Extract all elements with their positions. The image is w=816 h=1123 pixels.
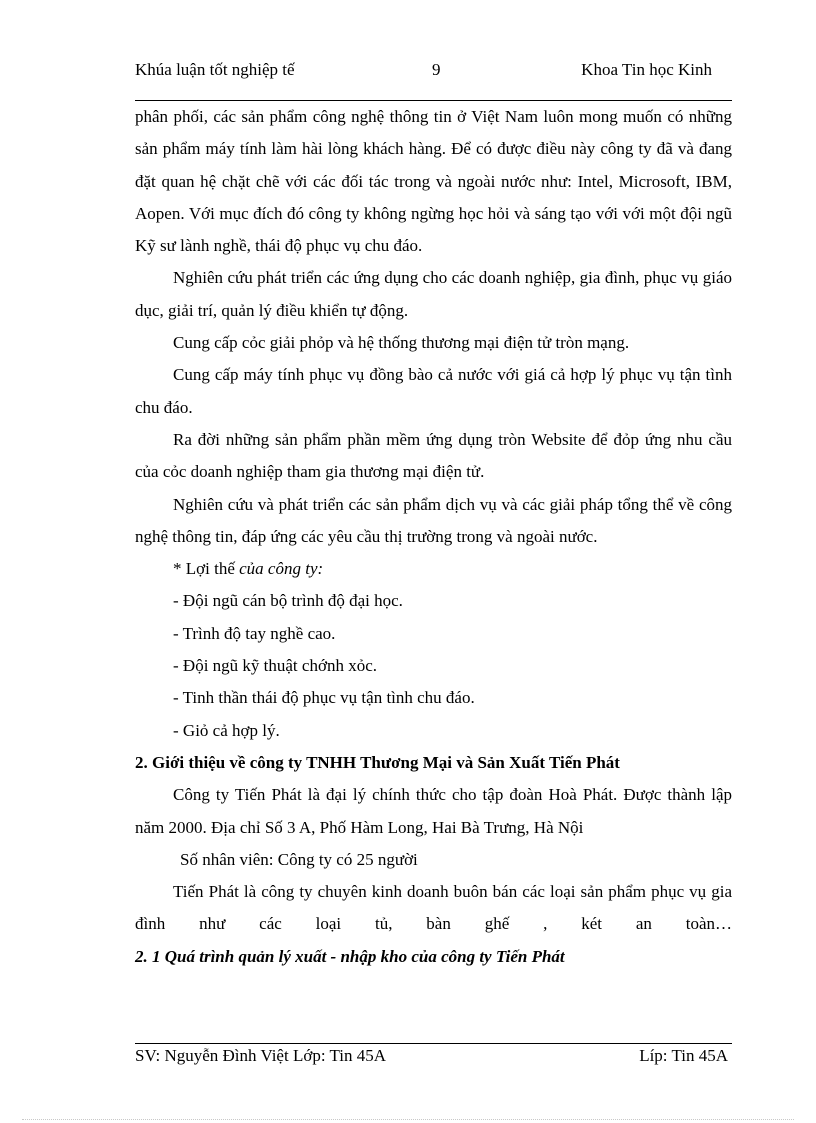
page-footer [135,1043,732,1065]
advantages-prefix: * Lợi thế [173,559,240,579]
paragraph-ecommerce: Cung cấp cỏc giải phỏp và hệ thống thương mại điện tử tròn mạng. [173,333,630,353]
footer-student: SV: Nguyễn Đình Việt Lớp: Tin 45A [135,1046,387,1065]
employee-count: Số nhân viên: Công ty có 25 người [180,849,418,869]
page-header [135,60,732,101]
page-edge-divider [22,1119,794,1120]
paragraph-computers: Cung cấp máy tính phục vụ đồng bào cả nước với giá cả hợp lý phục vụ tận tình chu đáo. [135,365,732,417]
paragraph-solutions: Nghiên cứu và phát triển các sản phẩm dịch vụ và các giải pháp tổng thể về công nghệ thông tin, đáp ứng các yêu cầu thị trường trong và ngoài nước. [135,494,732,546]
header-thesis-title: Khúa luận tốt nghiệp tế [135,60,295,79]
page-number: 9 [432,60,441,79]
paragraph-intro: phân phối, các sản phẩm công nghệ thông tin ở Việt Nam luôn mong muốn có những sản phẩm máy tính làm hài lòng khách hàng. Để có được điều này công ty đã và đang đặt quan hệ chặt chẽ với các đối tác trong và ngoài nước như: Intel, Microsoft, IBM, Aopen. Với mục đích đó công ty không ngừng học hỏi và sáng tạo với với một đội ngũ Kỹ sư lành nghề, thái độ phục vụ chu đáo. [135,107,732,256]
advantage-item: - Trình độ tay nghề cao. [173,623,336,643]
section-heading: 2. Giới thiệu về công ty TNHH Thương Mại và Sản Xuất Tiến Phát [135,752,620,772]
subsection-heading: 2. 1 Quá trình quản lý xuất - nhập kho của công ty Tiến Phát [135,946,565,966]
paragraph-software: Ra đời những sản phẩm phần mềm ứng dụng tròn Website để đỏp ứng nhu cầu của cỏc doanh nghiệp tham gia thương mại điện tử. [135,429,732,482]
advantages-heading [135,553,732,585]
advantage-item: - Tinh thần thái độ phục vụ tận tình chu đáo. [173,688,475,708]
page-body [135,101,732,973]
paragraph-company-info: Công ty Tiến Phát là đại lý chính thức cho tập đoàn Hoà Phát. Được thành lập năm 2000. Địa chỉ Số 3 A, Phố Hàm Long, Hai Bà Trưng, Hà Nội [135,785,732,837]
advantage-item: - Giỏ cả hợp lý. [173,720,280,740]
advantage-item: - Đội ngũ kỹ thuật chớnh xỏc. [173,656,377,676]
footer-class: Líp: Tin 45A [639,1046,728,1065]
header-faculty: Khoa Tin học Kinh [581,60,712,79]
paragraph-business: Tiến Phát là công ty chuyên kinh doanh buôn bán các loại sản phẩm phục vụ gia đình như các loại tủ, bàn ghế , két an toàn… [135,882,732,934]
advantages-title: của công ty: [239,559,324,579]
paragraph-research: Nghiên cứu phát triển các ứng dụng cho các doanh nghiệp, gia đình, phục vụ giáo dục, giải trí, quản lý điều khiển tự động. [135,268,732,320]
advantage-item: - Đội ngũ cán bộ trình độ đại học. [173,591,403,611]
